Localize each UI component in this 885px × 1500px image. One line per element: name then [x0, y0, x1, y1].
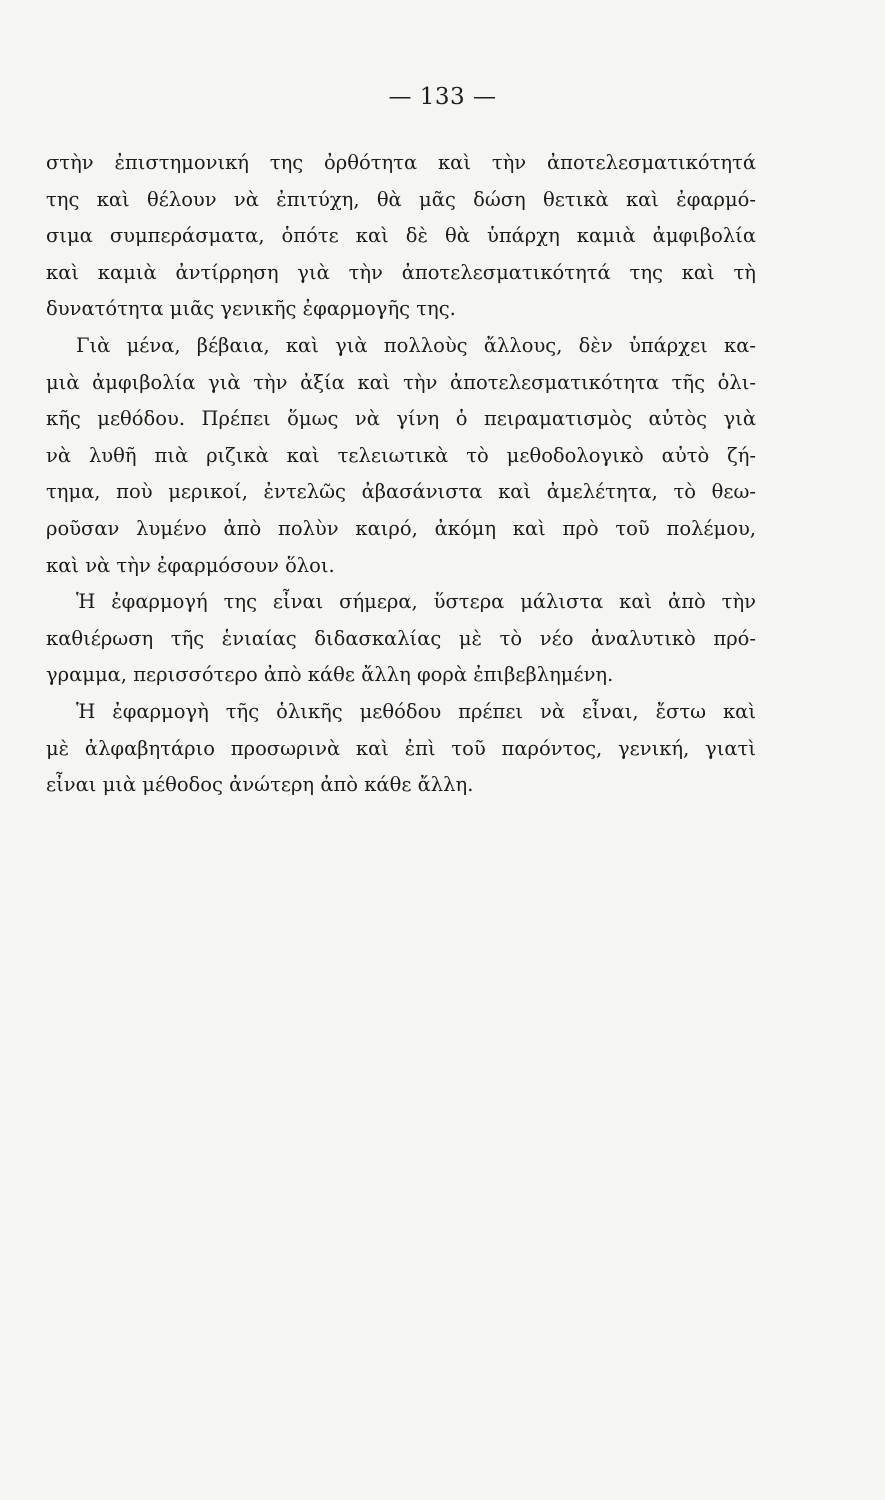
text-line: νὰ λυθῆ πιὰ ριζικὰ καὶ τελειωτικὰ τὸ μεθοδολογικὸ αὐτὸ ζή- — [46, 443, 756, 467]
text-line: τημα, ποὺ μερικοί, ἐντελῶς ἀβασάνιστα καὶ ἀμελέτητα, τὸ θεω- — [46, 480, 756, 504]
page-number: — 133 — — [388, 84, 497, 110]
text-line: γραμμα, περισσότερο ἀπὸ κάθε ἄλλη φορὰ ἐπιβεβλημένη. — [46, 663, 614, 687]
text-line: Γιὰ μένα, βέβαια, καὶ γιὰ πολλοὺς ἄλλους, δὲν ὑπάρχει κα- — [76, 333, 756, 357]
text-line: εἶναι μιὰ μέθοδος ἀνώτερη ἀπὸ κάθε ἄλλη. — [46, 773, 474, 797]
text-line: κῆς μεθόδου. Πρέπει ὅμως νὰ γίνη ὁ πειραματισμὸς αὐτὸς γιὰ — [46, 407, 756, 431]
text-line: ροῦσαν λυμένο ἀπὸ πολὺν καιρό, ἀκόμη καὶ πρὸ τοῦ πολέμου, — [46, 516, 756, 540]
text-line: Ἡ ἐφαρμογή της εἶναι σήμερα, ὕστερα μάλιστα καὶ ἀπὸ τὴν — [76, 590, 756, 614]
text-line: καθιέρωση τῆς ἑνιαίας διδασκαλίας μὲ τὸ νέο ἀναλυτικὸ πρό- — [46, 626, 756, 650]
text-line: στὴν ἐπιστημονική της ὀρθότητα καὶ τὴν ἀποτελεσματικότητά — [46, 151, 756, 174]
text-line: της καὶ θέλουν νὰ ἐπιτύχη, θὰ μᾶς δώση θετικὰ καὶ ἐφαρμό- — [46, 187, 756, 211]
text-line: καὶ καμιὰ ἀντίρρηση γιὰ τὴν ἀποτελεσματικότητά της καὶ τὴ — [46, 260, 756, 284]
text-line: σιμα συμπεράσματα, ὁπότε καὶ δὲ θὰ ὑπάρχη καμιὰ ἀμφιβολία — [46, 224, 756, 248]
text-line: Ἡ ἐφαρμογὴ τῆς ὁλικῆς μεθόδου πρέπει νὰ εἶναι, ἔστω καὶ — [76, 699, 756, 723]
text-line: μιὰ ἀμφιβολία γιὰ τὴν ἀξία καὶ τὴν ἀποτελεσματικότητα τῆς ὁλι- — [46, 370, 756, 394]
text-line: καὶ νὰ τὴν ἐφαρμόσουν ὅλοι. — [46, 553, 335, 577]
text-line: μὲ ἀλφαβητάριο προσωρινὰ καὶ ἐπὶ τοῦ παρόντος, γενική, γιατὶ — [46, 736, 756, 760]
body-text — [46, 145, 756, 804]
text-line: δυνατότητα μιᾶς γενικῆς ἐφαρμογῆς της. — [46, 297, 456, 321]
